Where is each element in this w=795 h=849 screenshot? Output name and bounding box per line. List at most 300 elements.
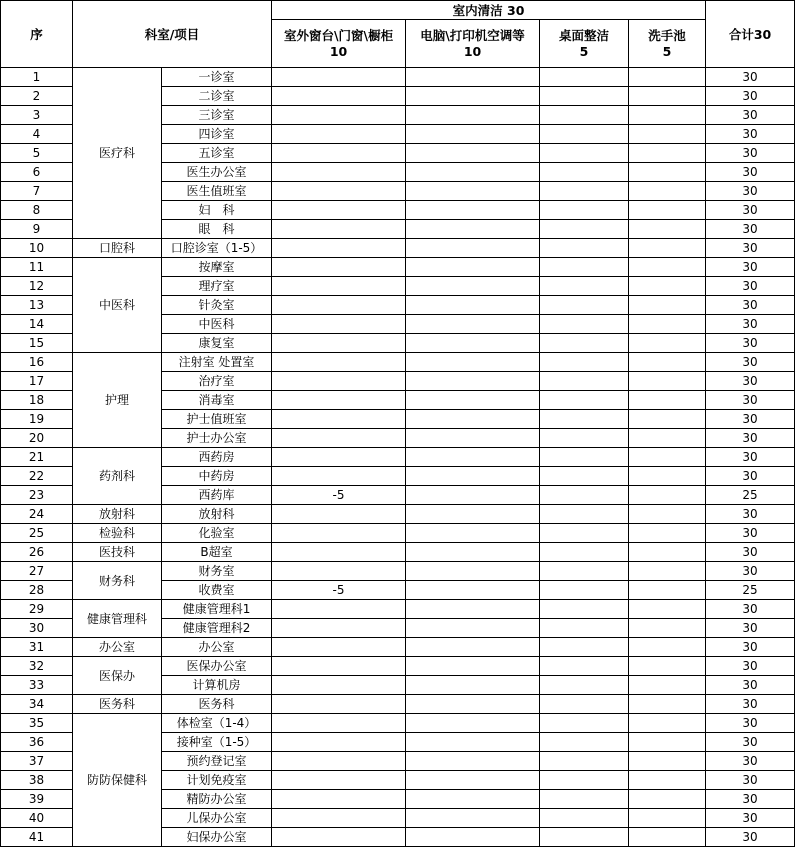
total-score-cell: 30 bbox=[706, 619, 795, 638]
row-seq: 5 bbox=[1, 144, 73, 163]
computer-score-cell bbox=[406, 543, 540, 562]
total-score-cell: 30 bbox=[706, 752, 795, 771]
desk-score-cell bbox=[540, 619, 629, 638]
room-cell: 妇 科 bbox=[162, 201, 272, 220]
table-row bbox=[1, 714, 795, 733]
room-cell: 消毒室 bbox=[162, 391, 272, 410]
row-seq: 23 bbox=[1, 486, 73, 505]
computer-score-cell bbox=[406, 239, 540, 258]
desk-score-cell bbox=[540, 315, 629, 334]
room-cell: 护士办公室 bbox=[162, 429, 272, 448]
window-score-cell bbox=[272, 372, 406, 391]
sink-score-cell bbox=[629, 771, 706, 790]
desk-score-cell bbox=[540, 600, 629, 619]
row-seq: 3 bbox=[1, 106, 73, 125]
desk-score-cell bbox=[540, 752, 629, 771]
window-score-cell bbox=[272, 220, 406, 239]
row-seq: 30 bbox=[1, 619, 73, 638]
sink-score-cell bbox=[629, 505, 706, 524]
desk-score-cell bbox=[540, 106, 629, 125]
dept-item-header: 科室/项目 bbox=[73, 1, 272, 68]
computer-score-cell bbox=[406, 695, 540, 714]
total-score-cell: 30 bbox=[706, 828, 795, 847]
row-seq: 13 bbox=[1, 296, 73, 315]
total-score-cell: 30 bbox=[706, 125, 795, 144]
room-cell: 医务科 bbox=[162, 695, 272, 714]
window-score-cell bbox=[272, 809, 406, 828]
room-cell: 办公室 bbox=[162, 638, 272, 657]
sink-score-cell bbox=[629, 638, 706, 657]
total-score-cell: 30 bbox=[706, 163, 795, 182]
room-cell: 接种室（1-5） bbox=[162, 733, 272, 752]
seq-header: 序 bbox=[1, 1, 73, 68]
table-row bbox=[1, 505, 795, 524]
row-seq: 21 bbox=[1, 448, 73, 467]
row-seq: 27 bbox=[1, 562, 73, 581]
row-seq: 2 bbox=[1, 87, 73, 106]
table-row bbox=[1, 657, 795, 676]
row-seq: 4 bbox=[1, 125, 73, 144]
window-score-cell bbox=[272, 87, 406, 106]
sink-score-cell bbox=[629, 562, 706, 581]
desk-score-cell bbox=[540, 334, 629, 353]
room-cell: 精防办公室 bbox=[162, 790, 272, 809]
row-seq: 39 bbox=[1, 790, 73, 809]
row-seq: 20 bbox=[1, 429, 73, 448]
desk-score-cell bbox=[540, 486, 629, 505]
sink-score-cell bbox=[629, 543, 706, 562]
row-seq: 19 bbox=[1, 410, 73, 429]
window-score-cell bbox=[272, 543, 406, 562]
computer-score-cell bbox=[406, 315, 540, 334]
desk-score-cell bbox=[540, 258, 629, 277]
row-seq: 8 bbox=[1, 201, 73, 220]
total-score-cell: 30 bbox=[706, 220, 795, 239]
window-score-cell bbox=[272, 562, 406, 581]
room-cell: 医保办公室 bbox=[162, 657, 272, 676]
sink-score-cell bbox=[629, 524, 706, 543]
indoor-cleaning-header: 室内清洁 30 bbox=[272, 1, 706, 20]
window-score-cell bbox=[272, 239, 406, 258]
window-score-cell bbox=[272, 714, 406, 733]
total-score-cell: 30 bbox=[706, 87, 795, 106]
computer-score-cell bbox=[406, 638, 540, 657]
total-score-cell: 30 bbox=[706, 315, 795, 334]
window-score-cell bbox=[272, 828, 406, 847]
desk-score-cell bbox=[540, 410, 629, 429]
sink-score-cell bbox=[629, 752, 706, 771]
sink-score-cell bbox=[629, 695, 706, 714]
computer-score-cell bbox=[406, 657, 540, 676]
department-cell: 医技科 bbox=[73, 543, 162, 562]
sink-score-cell bbox=[629, 733, 706, 752]
computer-score-cell bbox=[406, 790, 540, 809]
total-header: 合计30 bbox=[706, 1, 795, 68]
sink-score-cell bbox=[629, 277, 706, 296]
department-cell: 健康管理科 bbox=[73, 600, 162, 638]
total-score-cell: 30 bbox=[706, 106, 795, 125]
sink-score-cell bbox=[629, 87, 706, 106]
sink-score-cell bbox=[629, 467, 706, 486]
sink-score-cell bbox=[629, 448, 706, 467]
total-score-cell: 30 bbox=[706, 657, 795, 676]
computer-score-cell bbox=[406, 600, 540, 619]
desk-score-cell bbox=[540, 239, 629, 258]
computer-score-cell bbox=[406, 87, 540, 106]
total-score-cell: 30 bbox=[706, 182, 795, 201]
total-score-cell: 30 bbox=[706, 334, 795, 353]
row-seq: 38 bbox=[1, 771, 73, 790]
window-score-cell bbox=[272, 315, 406, 334]
sink-score-cell bbox=[629, 429, 706, 448]
room-cell: 医生值班室 bbox=[162, 182, 272, 201]
computer-score-cell bbox=[406, 676, 540, 695]
row-seq: 40 bbox=[1, 809, 73, 828]
desk-score-cell bbox=[540, 144, 629, 163]
desk-score-cell bbox=[540, 163, 629, 182]
sink-score-cell bbox=[629, 486, 706, 505]
desk-score-cell bbox=[540, 771, 629, 790]
desk-score-cell bbox=[540, 220, 629, 239]
row-seq: 12 bbox=[1, 277, 73, 296]
desk-score-cell bbox=[540, 695, 629, 714]
row-seq: 31 bbox=[1, 638, 73, 657]
window-score-cell bbox=[272, 790, 406, 809]
desk-score-cell bbox=[540, 429, 629, 448]
window-score-cell bbox=[272, 353, 406, 372]
window-score-cell bbox=[272, 657, 406, 676]
window-score-cell bbox=[272, 163, 406, 182]
desk-score-cell bbox=[540, 467, 629, 486]
sink-score-cell bbox=[629, 334, 706, 353]
total-score-cell: 30 bbox=[706, 714, 795, 733]
computer-score-cell bbox=[406, 296, 540, 315]
window-score-cell bbox=[272, 695, 406, 714]
computer-printer-ac-header bbox=[406, 20, 540, 68]
total-score-cell: 30 bbox=[706, 695, 795, 714]
desk-score-cell bbox=[540, 296, 629, 315]
desk-col-label: 桌面整洁 bbox=[559, 27, 610, 43]
row-seq: 26 bbox=[1, 543, 73, 562]
window-score-cell bbox=[272, 182, 406, 201]
sink-score-cell bbox=[629, 239, 706, 258]
computer-score-cell bbox=[406, 182, 540, 201]
computer-score-cell bbox=[406, 163, 540, 182]
desk-score-cell bbox=[540, 638, 629, 657]
computer-score-cell bbox=[406, 562, 540, 581]
computer-score-cell bbox=[406, 809, 540, 828]
window-col-score: 10 bbox=[329, 43, 348, 59]
computer-score-cell bbox=[406, 714, 540, 733]
row-seq: 1 bbox=[1, 68, 73, 87]
sink-score-cell bbox=[629, 828, 706, 847]
sink-score-cell bbox=[629, 163, 706, 182]
desk-score-cell bbox=[540, 505, 629, 524]
sink-score-cell bbox=[629, 809, 706, 828]
sink-score-cell bbox=[629, 220, 706, 239]
window-score-cell bbox=[272, 277, 406, 296]
sink-score-cell bbox=[629, 714, 706, 733]
sink-score-cell bbox=[629, 657, 706, 676]
window-score-cell bbox=[272, 638, 406, 657]
row-seq: 36 bbox=[1, 733, 73, 752]
desk-score-cell bbox=[540, 448, 629, 467]
row-seq: 18 bbox=[1, 391, 73, 410]
computer-score-cell bbox=[406, 144, 540, 163]
window-col-label: 室外窗台\门窗\橱柜 bbox=[283, 27, 394, 43]
room-cell: 中药房 bbox=[162, 467, 272, 486]
table-body bbox=[1, 68, 795, 847]
window-score-cell bbox=[272, 429, 406, 448]
room-cell: 护士值班室 bbox=[162, 410, 272, 429]
total-score-cell: 30 bbox=[706, 448, 795, 467]
desk-score-cell bbox=[540, 543, 629, 562]
room-cell: 西药房 bbox=[162, 448, 272, 467]
total-score-cell: 30 bbox=[706, 638, 795, 657]
row-seq: 10 bbox=[1, 239, 73, 258]
computer-score-cell bbox=[406, 334, 540, 353]
window-score-cell bbox=[272, 334, 406, 353]
total-score-cell: 30 bbox=[706, 258, 795, 277]
desk-score-cell bbox=[540, 68, 629, 87]
table-row bbox=[1, 638, 795, 657]
sink-score-cell bbox=[629, 201, 706, 220]
desk-score-cell bbox=[540, 657, 629, 676]
sink-score-cell bbox=[629, 144, 706, 163]
desk-score-cell bbox=[540, 353, 629, 372]
window-score-cell bbox=[272, 448, 406, 467]
department-cell: 防防保健科 bbox=[73, 714, 162, 847]
computer-score-cell bbox=[406, 410, 540, 429]
computer-score-cell bbox=[406, 277, 540, 296]
room-cell: 眼 科 bbox=[162, 220, 272, 239]
row-seq: 6 bbox=[1, 163, 73, 182]
table-row bbox=[1, 600, 795, 619]
window-score-cell bbox=[272, 467, 406, 486]
sink-score-cell bbox=[629, 296, 706, 315]
room-cell: 康复室 bbox=[162, 334, 272, 353]
room-cell: 三诊室 bbox=[162, 106, 272, 125]
room-cell: 西药库 bbox=[162, 486, 272, 505]
total-score-cell: 30 bbox=[706, 239, 795, 258]
total-score-cell: 30 bbox=[706, 277, 795, 296]
row-seq: 7 bbox=[1, 182, 73, 201]
window-score-cell bbox=[272, 733, 406, 752]
total-score-cell: 30 bbox=[706, 524, 795, 543]
table-row bbox=[1, 239, 795, 258]
desk-score-cell bbox=[540, 714, 629, 733]
computer-score-cell bbox=[406, 429, 540, 448]
row-seq: 17 bbox=[1, 372, 73, 391]
row-seq: 28 bbox=[1, 581, 73, 600]
desk-score-cell bbox=[540, 372, 629, 391]
window-score-cell bbox=[272, 106, 406, 125]
window-score-cell bbox=[272, 258, 406, 277]
sink-score-cell bbox=[629, 391, 706, 410]
total-score-cell: 30 bbox=[706, 201, 795, 220]
table-row bbox=[1, 68, 795, 87]
total-score-cell: 30 bbox=[706, 68, 795, 87]
total-score-cell: 30 bbox=[706, 467, 795, 486]
total-score-cell: 30 bbox=[706, 410, 795, 429]
sink-score-cell bbox=[629, 410, 706, 429]
row-seq: 34 bbox=[1, 695, 73, 714]
computer-score-cell bbox=[406, 771, 540, 790]
desk-score-cell bbox=[540, 562, 629, 581]
sink-col-score: 5 bbox=[662, 43, 672, 59]
computer-score-cell bbox=[406, 201, 540, 220]
row-seq: 25 bbox=[1, 524, 73, 543]
desk-col-score: 5 bbox=[579, 43, 589, 59]
desk-score-cell bbox=[540, 524, 629, 543]
department-cell: 医疗科 bbox=[73, 68, 162, 239]
sink-score-cell bbox=[629, 619, 706, 638]
computer-score-cell bbox=[406, 752, 540, 771]
row-seq: 11 bbox=[1, 258, 73, 277]
computer-score-cell bbox=[406, 486, 540, 505]
row-seq: 32 bbox=[1, 657, 73, 676]
computer-score-cell bbox=[406, 828, 540, 847]
sink-score-cell bbox=[629, 372, 706, 391]
computer-score-cell bbox=[406, 258, 540, 277]
total-score-cell: 30 bbox=[706, 733, 795, 752]
department-cell: 办公室 bbox=[73, 638, 162, 657]
desk-score-cell bbox=[540, 790, 629, 809]
row-seq: 14 bbox=[1, 315, 73, 334]
computer-score-cell bbox=[406, 467, 540, 486]
window-score-cell bbox=[272, 600, 406, 619]
table-row bbox=[1, 562, 795, 581]
room-cell: 口腔诊室（1-5） bbox=[162, 239, 272, 258]
total-score-cell: 30 bbox=[706, 790, 795, 809]
window-score-cell bbox=[272, 524, 406, 543]
total-score-cell: 25 bbox=[706, 486, 795, 505]
sink-score-cell bbox=[629, 182, 706, 201]
total-score-cell: 25 bbox=[706, 581, 795, 600]
desk-score-cell bbox=[540, 201, 629, 220]
row-seq: 16 bbox=[1, 353, 73, 372]
room-cell: 收费室 bbox=[162, 581, 272, 600]
total-score-cell: 30 bbox=[706, 600, 795, 619]
room-cell: 注射室 处置室 bbox=[162, 353, 272, 372]
desk-score-cell bbox=[540, 828, 629, 847]
room-cell: 针灸室 bbox=[162, 296, 272, 315]
window-score-cell bbox=[272, 68, 406, 87]
room-cell: 妇保办公室 bbox=[162, 828, 272, 847]
row-seq: 35 bbox=[1, 714, 73, 733]
room-cell: 放射科 bbox=[162, 505, 272, 524]
total-score-cell: 30 bbox=[706, 676, 795, 695]
total-score-cell: 30 bbox=[706, 372, 795, 391]
window-score-cell bbox=[272, 296, 406, 315]
department-cell: 放射科 bbox=[73, 505, 162, 524]
room-cell: 一诊室 bbox=[162, 68, 272, 87]
row-seq: 41 bbox=[1, 828, 73, 847]
window-score-cell bbox=[272, 125, 406, 144]
computer-score-cell bbox=[406, 505, 540, 524]
room-cell: 财务室 bbox=[162, 562, 272, 581]
window-score-cell bbox=[272, 505, 406, 524]
window-score-cell bbox=[272, 771, 406, 790]
department-cell: 护理 bbox=[73, 353, 162, 448]
desk-tidy-header bbox=[540, 20, 629, 68]
sink-header bbox=[629, 20, 706, 68]
row-seq: 22 bbox=[1, 467, 73, 486]
window-score-cell: -5 bbox=[272, 486, 406, 505]
department-cell: 药剂科 bbox=[73, 448, 162, 505]
total-score-cell: 30 bbox=[706, 543, 795, 562]
department-cell: 财务科 bbox=[73, 562, 162, 600]
window-score-cell bbox=[272, 676, 406, 695]
total-score-cell: 30 bbox=[706, 353, 795, 372]
sink-score-cell bbox=[629, 600, 706, 619]
sink-score-cell bbox=[629, 125, 706, 144]
window-score-cell bbox=[272, 144, 406, 163]
desk-score-cell bbox=[540, 277, 629, 296]
window-score-cell bbox=[272, 752, 406, 771]
department-cell: 检验科 bbox=[73, 524, 162, 543]
department-cell: 医保办 bbox=[73, 657, 162, 695]
window-score-cell bbox=[272, 201, 406, 220]
sink-score-cell bbox=[629, 258, 706, 277]
room-cell: 儿保办公室 bbox=[162, 809, 272, 828]
computer-score-cell bbox=[406, 353, 540, 372]
department-cell: 医务科 bbox=[73, 695, 162, 714]
row-seq: 29 bbox=[1, 600, 73, 619]
desk-score-cell bbox=[540, 809, 629, 828]
total-score-cell: 30 bbox=[706, 505, 795, 524]
computer-score-cell bbox=[406, 125, 540, 144]
department-cell: 口腔科 bbox=[73, 239, 162, 258]
window-door-cabinet-header bbox=[272, 20, 406, 68]
room-cell: 中医科 bbox=[162, 315, 272, 334]
room-cell: B超室 bbox=[162, 543, 272, 562]
room-cell: 健康管理科2 bbox=[162, 619, 272, 638]
table-row bbox=[1, 448, 795, 467]
computer-score-cell bbox=[406, 524, 540, 543]
sink-score-cell bbox=[629, 68, 706, 87]
desk-score-cell bbox=[540, 581, 629, 600]
row-seq: 37 bbox=[1, 752, 73, 771]
room-cell: 理疗室 bbox=[162, 277, 272, 296]
room-cell: 治疗室 bbox=[162, 372, 272, 391]
room-cell: 健康管理科1 bbox=[162, 600, 272, 619]
table-row bbox=[1, 353, 795, 372]
row-seq: 24 bbox=[1, 505, 73, 524]
room-cell: 预约登记室 bbox=[162, 752, 272, 771]
desk-score-cell bbox=[540, 733, 629, 752]
desk-score-cell bbox=[540, 391, 629, 410]
desk-score-cell bbox=[540, 676, 629, 695]
window-score-cell bbox=[272, 619, 406, 638]
sink-score-cell bbox=[629, 106, 706, 125]
room-cell: 体检室（1-4） bbox=[162, 714, 272, 733]
desk-score-cell bbox=[540, 87, 629, 106]
computer-score-cell bbox=[406, 68, 540, 87]
table-row bbox=[1, 543, 795, 562]
total-score-cell: 30 bbox=[706, 429, 795, 448]
total-score-cell: 30 bbox=[706, 391, 795, 410]
computer-score-cell bbox=[406, 391, 540, 410]
room-cell: 四诊室 bbox=[162, 125, 272, 144]
sink-score-cell bbox=[629, 790, 706, 809]
computer-score-cell bbox=[406, 733, 540, 752]
computer-score-cell bbox=[406, 372, 540, 391]
total-score-cell: 30 bbox=[706, 144, 795, 163]
sink-score-cell bbox=[629, 353, 706, 372]
room-cell: 计划免疫室 bbox=[162, 771, 272, 790]
table-row bbox=[1, 524, 795, 543]
